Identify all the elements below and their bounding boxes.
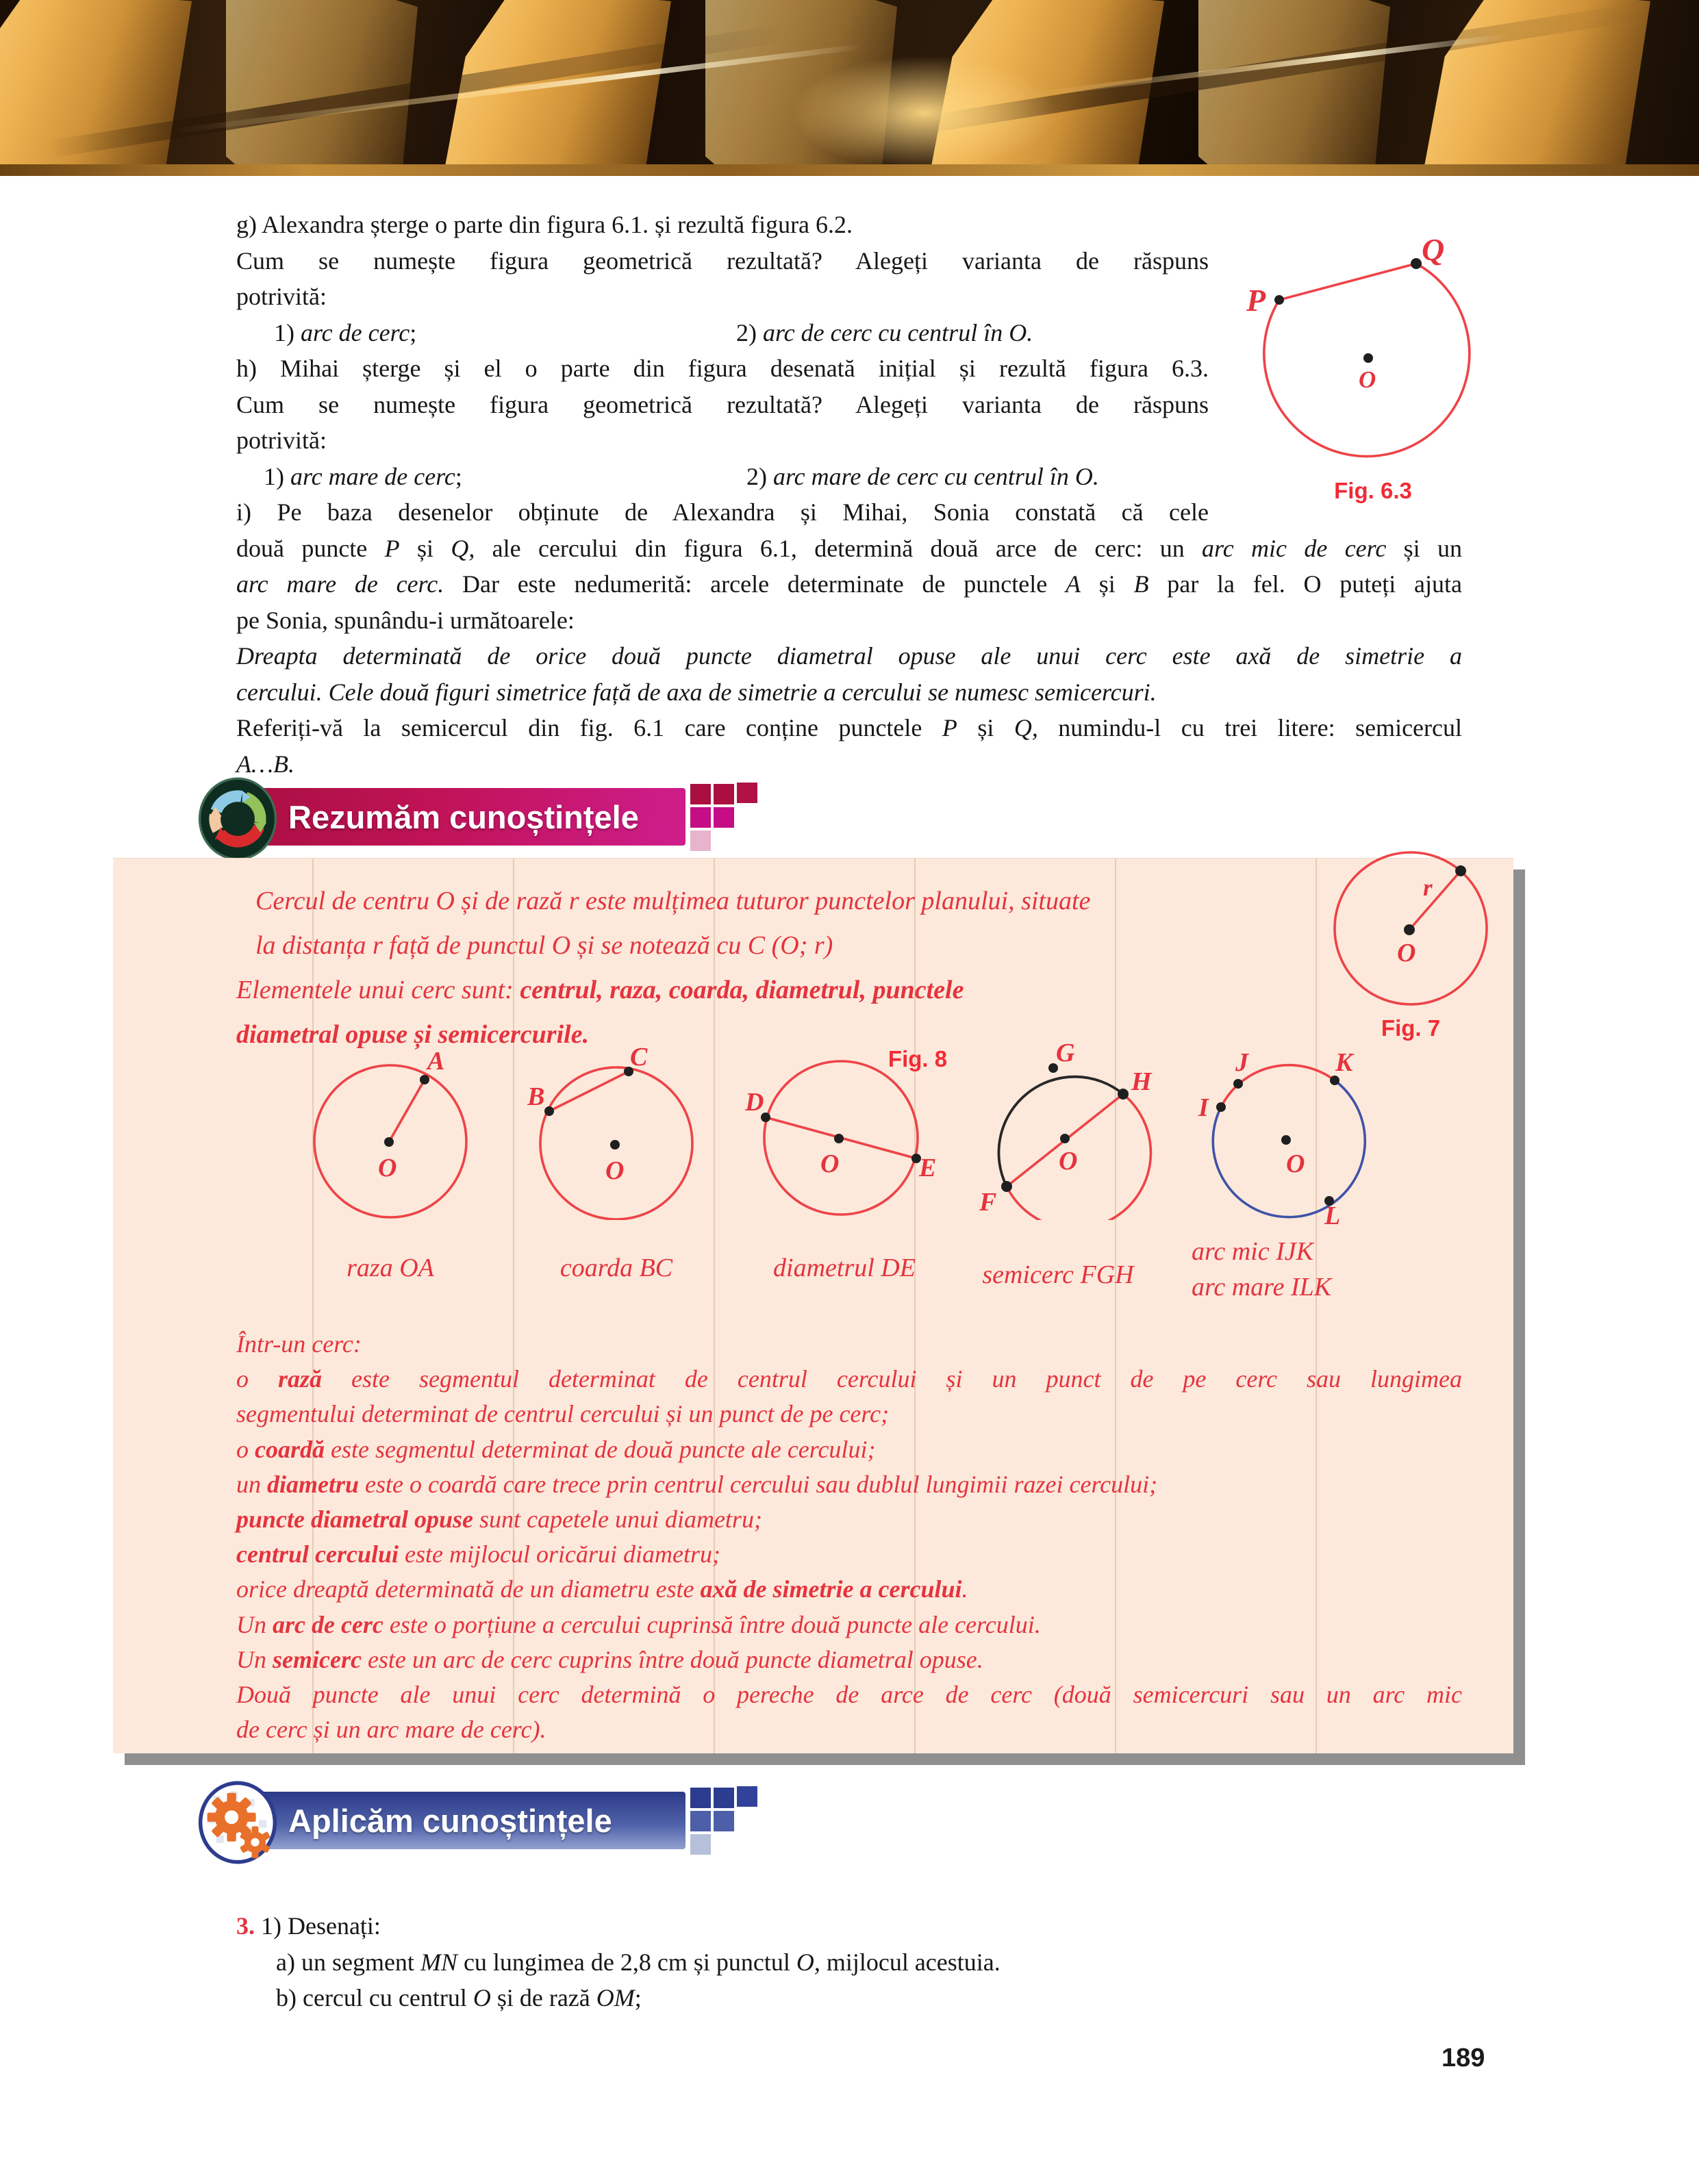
- option-item: [746, 459, 1099, 495]
- text-segment: pe Sonia, spunându-i următoarele:: [236, 606, 575, 634]
- text-line: [236, 1907, 1462, 1944]
- text-segment: puncte diametral opuse: [236, 1505, 474, 1533]
- caption-diametrul-DE: diametrul DE: [773, 1254, 916, 1282]
- problem-3: [236, 1907, 1462, 2016]
- text-segment: arc mare de cerc: [290, 462, 455, 490]
- text-line: [236, 422, 1209, 459]
- text-segment: două puncte: [236, 534, 385, 562]
- deco-square: [737, 1786, 757, 1807]
- text-line: [236, 674, 1462, 711]
- point-label-O: O: [1286, 1150, 1305, 1178]
- text-segment: este segmentul determinat de centrul cercului și un punct de pe cerc sau lungimea: [322, 1365, 1462, 1393]
- text-segment: este o porțiune a cercului cuprinsă între două puncte ale cercului.: [383, 1610, 1041, 1638]
- text-line: [236, 1608, 1462, 1642]
- text-segment: Q,: [451, 534, 475, 562]
- text-segment: 2): [736, 318, 763, 346]
- text-segment: este un arc de cerc cuprins între două puncte diametral opuse.: [361, 1645, 983, 1673]
- text-line: [236, 710, 1462, 746]
- text-segment: diametral opuse și semicercurile.: [236, 1020, 590, 1049]
- gears-icon: [198, 1781, 277, 1864]
- figure-raza-OA: [301, 1042, 479, 1220]
- banner-cube-shape: [226, 0, 418, 164]
- text-segment: orice dreaptă determinată de un diametru este: [236, 1575, 701, 1603]
- text-segment: la distanța r față de punctul O și se notează cu C (O; r): [255, 931, 833, 960]
- text-segment: și: [399, 534, 451, 562]
- text-segment: potrivită:: [236, 427, 327, 454]
- deco-square: [690, 807, 711, 828]
- text-segment: Dreapta determinată de orice două puncte diametral opuse ale unui cerc este axă de simetrie a: [236, 642, 1462, 670]
- text-segment: a) un segment: [276, 1948, 420, 1976]
- point-label-G: G: [1056, 1042, 1075, 1067]
- text-segment: Cum se numește figura geometrică rezultată? Alegeți varianta de răspuns: [236, 246, 1209, 275]
- text-segment: Un: [236, 1610, 273, 1638]
- text-segment: sunt capetele unui diametru;: [473, 1505, 762, 1533]
- diameter-diagram: [745, 1042, 944, 1220]
- text-line: [236, 566, 1462, 602]
- text-segment: axă de simetrie a cercului: [700, 1575, 962, 1603]
- point-label-C: C: [630, 1043, 648, 1071]
- text-segment: este segmentul determinat de două puncte ale cercului;: [325, 1435, 876, 1463]
- text-segment: i) Pe baza desenelor obținute de Alexandra și Mihai, Sonia constată că cele: [236, 498, 1209, 526]
- text-line: [276, 1944, 1502, 1980]
- badge-aplicam: [201, 1785, 776, 1864]
- deco-square: [714, 1811, 734, 1831]
- text-segment: .: [961, 1575, 968, 1603]
- text-segment: 1): [264, 462, 290, 490]
- text-segment: arc de cerc: [301, 318, 410, 346]
- text-line: [236, 638, 1462, 674]
- text-segment: numindu-l cu trei litere: semicercul: [1037, 714, 1462, 741]
- text-segment: b) cercul cu centrul: [276, 1984, 473, 2011]
- deco-squares: [690, 784, 766, 855]
- text-segment: 1): [274, 318, 301, 346]
- caption-arc-mare: arc mare ILK: [1192, 1273, 1332, 1301]
- badge-aplicam-bar: [234, 1792, 685, 1849]
- text-segment: și un: [1386, 534, 1462, 562]
- figure-7-caption: Fig. 7: [1381, 1015, 1441, 1041]
- text-line: [236, 207, 1209, 243]
- text-segment: ;: [455, 462, 462, 490]
- circle-radius-diagram: [1322, 845, 1513, 1009]
- cycle-arrows-icon: [198, 777, 277, 861]
- text-segment: Elementele unui cerc sunt:: [236, 976, 520, 1004]
- text-line: [236, 924, 1171, 968]
- text-segment: arc mic de cerc: [1202, 534, 1387, 562]
- text-line: [236, 746, 1462, 783]
- text-line: [236, 1502, 1462, 1537]
- figure-6-3-caption: Fig. 6.3: [1334, 478, 1412, 503]
- text-segment: segmentului determinat de centrul cercului și un punct de pe cerc;: [236, 1400, 890, 1428]
- summary-intro-text: [236, 879, 1171, 1057]
- text-segment: Într-un cerc:: [236, 1330, 362, 1358]
- point-label-O: O: [1059, 1147, 1078, 1176]
- point-label-D: D: [745, 1088, 764, 1117]
- text-segment: arc de cerc cu centrul în O.: [763, 318, 1033, 346]
- text-line: [236, 1712, 1462, 1747]
- option-item: [736, 315, 1033, 351]
- text-segment: par la fel. O puteți ajuta: [1148, 570, 1463, 598]
- text-line: [236, 1362, 1462, 1397]
- text-line: [236, 1572, 1462, 1607]
- badge-rezumam: [201, 781, 776, 860]
- point-label-P: P: [1246, 283, 1266, 318]
- arcs-diagram: [1197, 1042, 1389, 1228]
- figure-coarda-BC: [527, 1042, 705, 1220]
- caption-arc-mic: arc mic IJK: [1192, 1237, 1313, 1266]
- page-number: 189: [1442, 2044, 1485, 2072]
- text-line: [236, 387, 1209, 423]
- badge-aplicam-label: Aplicăm cunoștințele: [288, 1802, 612, 1839]
- deco-square: [714, 784, 734, 804]
- text-line: [236, 1677, 1462, 1712]
- text-segment: semicerc: [273, 1645, 362, 1673]
- text-segment: potrivită:: [236, 283, 327, 310]
- point-label-O: O: [820, 1150, 840, 1178]
- text-segment: o: [236, 1435, 255, 1463]
- text-segment: de cerc și un arc mare de cerc).: [236, 1716, 546, 1744]
- text-line: [236, 602, 1462, 639]
- text-segment: 3.: [236, 1912, 261, 1940]
- text-segment: cu lungimea de 2,8 cm și punctul: [457, 1948, 796, 1976]
- deco-square: [737, 783, 757, 803]
- figure-6-3: [1226, 225, 1520, 512]
- text-segment: arc de cerc: [273, 1610, 383, 1638]
- point-label-O: O: [1397, 939, 1416, 967]
- text-segment: rază: [278, 1365, 323, 1393]
- text-segment: și: [1080, 570, 1134, 598]
- text-line: [236, 243, 1209, 279]
- text-segment: Referiți-vă la semicercul din fig. 6.1 care conține punctele: [236, 714, 942, 741]
- badge-rezumam-bar: [234, 788, 685, 846]
- text-segment: g) Alexandra șterge o parte din figura 6.1. și rezultă figura 6.2.: [236, 211, 853, 238]
- text-segment: A…B.: [236, 750, 294, 778]
- text-segment: O,: [796, 1948, 820, 1976]
- point-label-A: A: [427, 1047, 445, 1076]
- text-line: [236, 1432, 1462, 1467]
- text-segment: un: [236, 1470, 267, 1498]
- deco-square: [690, 1811, 711, 1831]
- figure-diametrul-DE: [745, 1042, 944, 1220]
- text-line: [236, 968, 1171, 1013]
- text-line: [236, 879, 1171, 924]
- text-line: [276, 1979, 1502, 2016]
- option-item: [264, 459, 462, 495]
- point-label-E: E: [919, 1154, 937, 1182]
- point-label-F: F: [979, 1188, 997, 1217]
- chord-diagram: [527, 1042, 705, 1220]
- point-label-K: K: [1335, 1048, 1353, 1077]
- banner-bottom-strip: [0, 164, 1699, 176]
- deco-square: [690, 784, 711, 804]
- definitions-text: [236, 1327, 1462, 1747]
- text-segment: ;: [410, 318, 417, 346]
- text-segment: O: [473, 1984, 491, 2011]
- caption-semicerc-FGH: semicerc FGH: [982, 1260, 1134, 1289]
- text-segment: MN: [420, 1948, 457, 1976]
- caption-raza-OA: raza OA: [347, 1254, 434, 1282]
- text-segment: P: [942, 714, 957, 741]
- text-line: [236, 1397, 1462, 1432]
- text-line: [236, 1327, 1462, 1362]
- text-line: [236, 1537, 1462, 1572]
- text-line: [236, 531, 1462, 567]
- deco-square: [690, 1834, 711, 1855]
- text-segment: Două puncte ale unui cerc determină o pereche de arce de cerc (două semicercuri sau un arc mic: [236, 1680, 1462, 1708]
- point-label-O: O: [1359, 366, 1376, 393]
- badge-rezumam-label: Rezumăm cunoștințele: [288, 798, 639, 835]
- deco-square: [690, 830, 711, 851]
- text-segment: Cum se numește figura geometrică rezultată? Alegeți varianta de răspuns: [236, 390, 1209, 418]
- point-label-O: O: [605, 1156, 625, 1185]
- point-label-I: I: [1198, 1093, 1209, 1122]
- deco-square: [714, 1788, 734, 1808]
- point-label-B: B: [527, 1082, 545, 1111]
- caption-coarda-BC: coarda BC: [559, 1254, 673, 1282]
- figure-arc-IJKL: [1197, 1042, 1389, 1228]
- text-line: [236, 1642, 1462, 1677]
- deco-squares: [690, 1788, 766, 1859]
- text-segment: centrul cercului: [236, 1540, 399, 1569]
- text-segment: 1) Desenați:: [261, 1912, 381, 1940]
- option-item: [274, 315, 416, 351]
- text-line: [236, 279, 1209, 315]
- text-segment: Dar este nedumerită: arcele determinate de punctele: [444, 570, 1066, 598]
- text-segment: h) Mihai șterge și el o parte din figura desenată inițial și rezultă figura 6.3.: [236, 355, 1209, 382]
- text-segment: este o coardă care trece prin centrul cercului sau dublul lungimii razei cercului;: [359, 1470, 1158, 1498]
- text-segment: și de rază: [490, 1984, 596, 2011]
- text-segment: ale cercului din figura 6.1, determină două arce de cerc: un: [475, 534, 1203, 562]
- text-line: [236, 494, 1209, 531]
- text-segment: diametru: [267, 1470, 360, 1498]
- semicircle-diagram: [977, 1042, 1175, 1220]
- text-segment: mijlocul acestuia.: [820, 1948, 1000, 1976]
- text-segment: cercului. Cele două figuri simetrice față de axa de simetrie a cercului se numesc semicercuri.: [236, 678, 1157, 706]
- text-segment: este mijlocul oricărui diametru;: [399, 1540, 720, 1569]
- point-label-J: J: [1235, 1048, 1248, 1077]
- text-segment: ;: [634, 1984, 642, 2011]
- point-label-H: H: [1131, 1067, 1152, 1096]
- text-segment: B: [1133, 570, 1149, 598]
- radius-diagram: [301, 1042, 479, 1220]
- figure-8-label: Fig. 8: [888, 1046, 948, 1071]
- text-segment: arc mare de cerc cu centrul în O.: [773, 462, 1099, 490]
- text-segment: Cercul de centru O și de rază r este mulțimea tuturor punctelor planului, situate: [255, 887, 1091, 915]
- text-segment: A: [1065, 570, 1081, 598]
- text-segment: și: [957, 714, 1014, 741]
- text-line: [236, 1467, 1462, 1502]
- banner-highlight: [774, 48, 1075, 164]
- point-label-L: L: [1324, 1202, 1341, 1228]
- figure-semicerc-FGH: [977, 1042, 1175, 1220]
- deco-square: [714, 807, 734, 828]
- point-label-O: O: [378, 1154, 397, 1182]
- text-segment: OM: [596, 1984, 635, 2011]
- circle-arc-PQ-diagram: [1226, 225, 1520, 477]
- deco-square: [690, 1788, 711, 1808]
- text-segment: P: [384, 534, 400, 562]
- banner-image: [0, 0, 1699, 164]
- text-segment: centrul, raza, coarda, diametrul, punctele: [520, 976, 964, 1004]
- text-segment: Q,: [1014, 714, 1038, 741]
- figure-7: [1322, 845, 1513, 1009]
- text-segment: o: [236, 1365, 278, 1393]
- text-segment: Un: [236, 1645, 273, 1673]
- radius-label-r: r: [1423, 874, 1433, 901]
- text-segment: coardă: [255, 1435, 325, 1463]
- text-segment: arc mare de cerc.: [236, 570, 444, 598]
- point-label-Q: Q: [1422, 232, 1445, 267]
- text-segment: 2): [746, 462, 773, 490]
- text-line: [236, 351, 1209, 387]
